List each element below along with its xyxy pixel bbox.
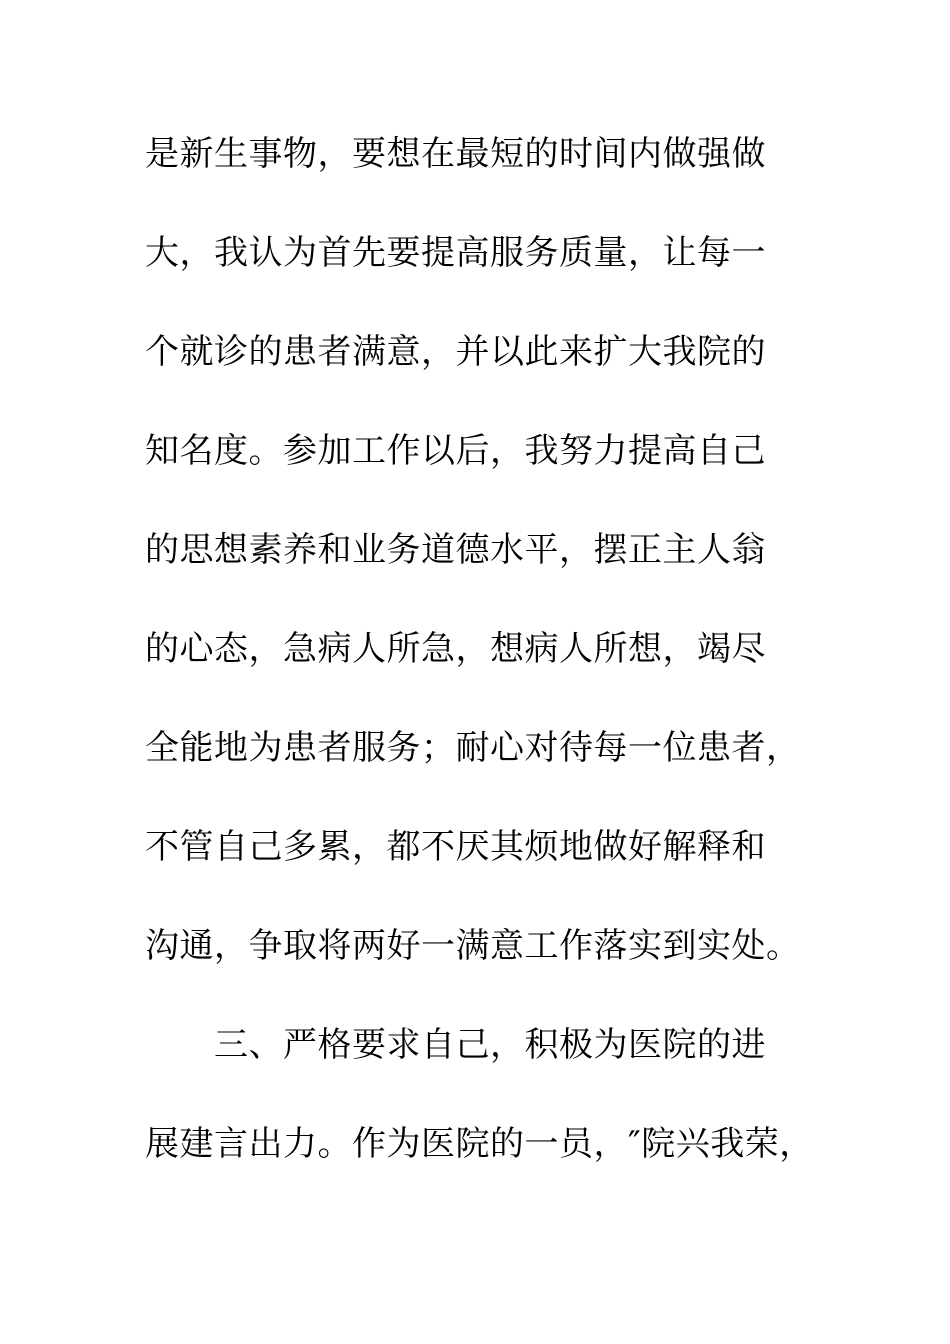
text-line: 是新生事物，要想在最短的时间内做强做 <box>145 134 766 174</box>
text-line: 的心态，急病人所急，想病人所想，竭尽 <box>145 629 766 669</box>
text-line: 个就诊的患者满意，并以此来扩大我院的 <box>145 332 766 372</box>
text-line: 知名度。参加工作以后，我努力提高自己 <box>145 431 766 471</box>
text-line: 展建言出力。作为医院的一员，″院兴我荣， <box>145 1124 814 1164</box>
text-line: 不管自己多累，都不厌其烦地做好解释和 <box>145 827 766 867</box>
section-heading-line: 三、严格要求自己，积极为医院的进 <box>214 1025 766 1065</box>
text-line: 沟通，争取将两好一满意工作落实到实处。 <box>145 926 801 966</box>
text-line: 的思想素养和业务道德水平，摆正主人翁 <box>145 530 766 570</box>
text-line: 全能地为患者服务；耐心对待每一位患者， <box>145 728 801 768</box>
text-line: 大，我认为首先要提高服务质量，让每一 <box>145 233 766 273</box>
